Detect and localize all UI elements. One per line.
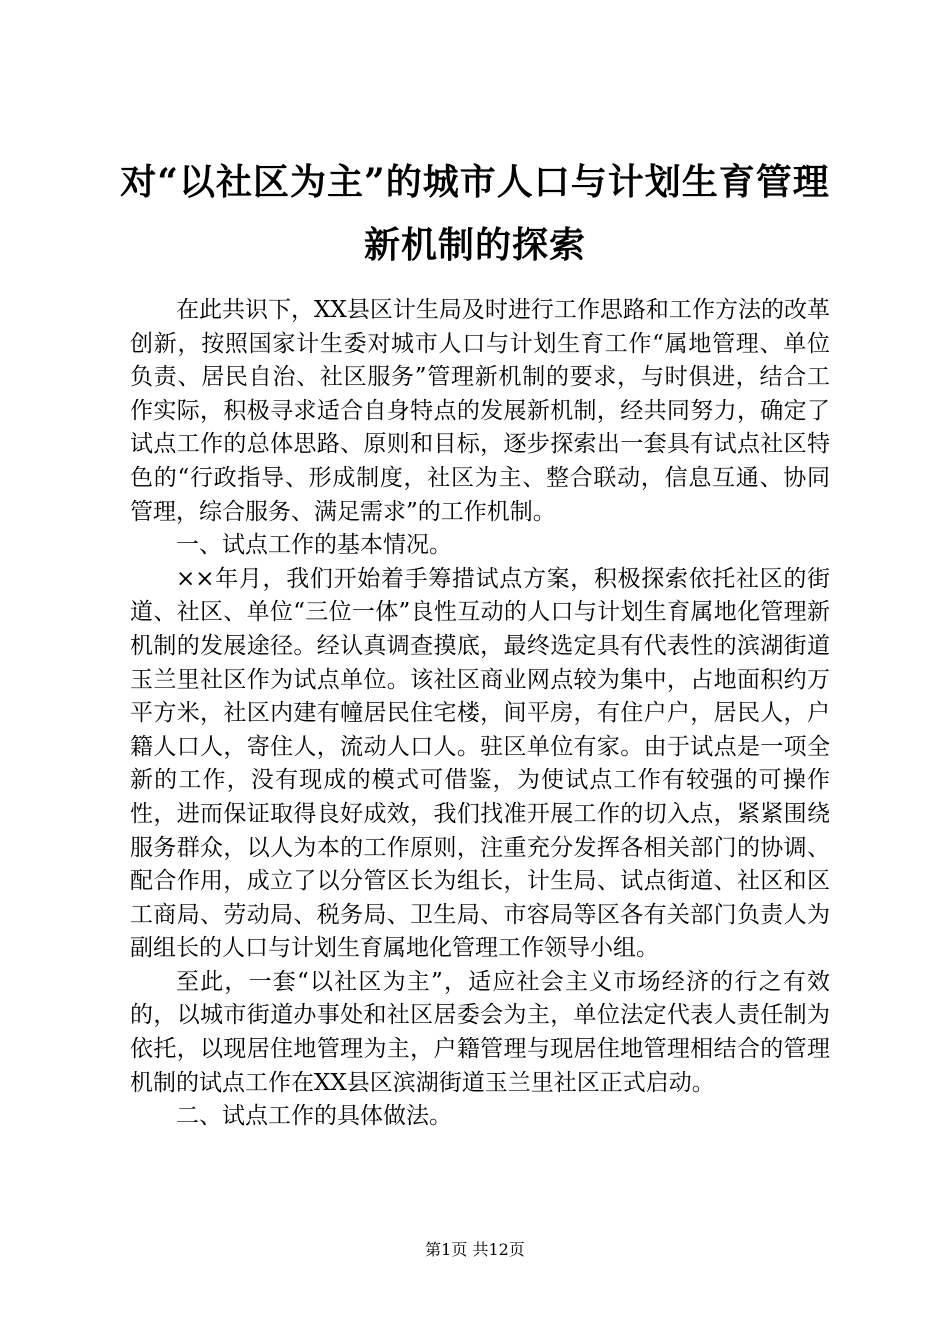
paragraph: 在此共识下，XX县区计生局及时进行工作思路和工作方法的改革创新，按照国家计生委对城市人口与计划生育工作“属地管理、单位负责、居民自治、社区服务”管理新机制的要求，与时俱进，结合工作实际，积极寻求适合自身特点的发展新机制，经共同努力，确定了试点工作的总体思路、原则和目标，逐步探索出一套具有试点社区特色的“行政指导、形成制度，社区为主、整合联动，信息互通、协同管理，综合服务、满足需求”的工作机制。	[130, 297, 830, 525]
document-title-line-2: 新机制的探索	[363, 224, 586, 266]
document-title-line-1: 对“以社区为主”的城市人口与计划生育管理	[120, 161, 830, 203]
section-heading: 一、试点工作的基本情况。	[176, 532, 452, 559]
section-heading: 二、试点工作的具体做法。	[176, 1103, 452, 1130]
document-body	[130, 294, 830, 1134]
paragraph: ××年月，我们开始着手筹措试点方案，积极探索依托社区的街道、社区、单位“三位一体”良性互动的人口与计划生育属地化管理新机制的发展途径。经认真调查摸底，最终选定具有代表性的滨湖街道玉兰里社区作为试点单位。该社区商业网点较为集中，占地面积约万平方米，社区内建有幢居民住宅楼，间平房，有住户户，居民人，户籍人口人，寄住人，流动人口人。驻区单位有家。由于试点是一项全新的工作，没有现成的模式可借鉴，为使试点工作有较强的可操作性，进而保证取得良好成效，我们找准开展工作的切入点，紧紧围绕服务群众，以人为本的工作原则，注重充分发挥各相关部门的协调、配合作用，成立了以分管区长为组长，计生局、试点街道、社区和区工商局、劳动局、税务局、卫生局、市容局等区各有关部门负责人为副组长的人口与计划生育属地化管理工作领导小组。	[130, 565, 830, 962]
page-footer: 第1页 共12页	[425, 1240, 525, 1259]
paragraph: 至此，一套“以社区为主”，适应社会主义市场经济的行之有效的，以城市街道办事处和社区居委会为主，单位法定代表人责任制为依托，以现居住地管理为主，户籍管理与现居住地管理相结合的管理机制的试点工作在XX县区滨湖街道玉兰里社区正式启动。	[130, 968, 830, 1096]
